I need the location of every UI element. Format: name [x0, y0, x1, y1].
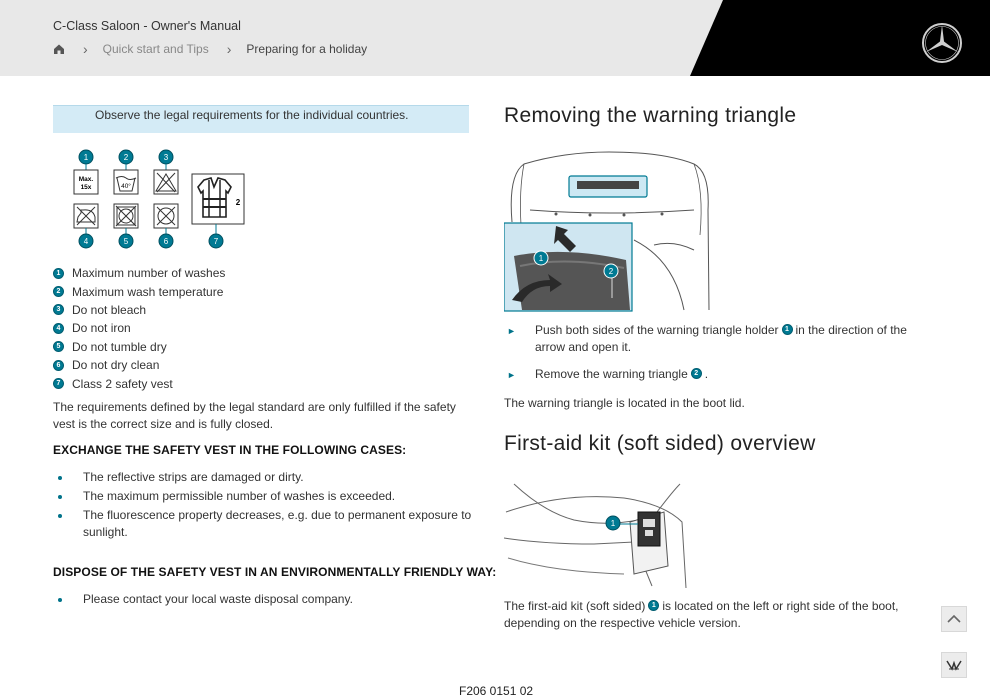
legend-item [53, 319, 225, 337]
svg-text:1: 1 [610, 519, 616, 528]
callout-number: 2 [53, 286, 64, 297]
legend-text: Do not bleach [72, 302, 147, 317]
svg-text:5: 5 [123, 237, 129, 246]
play-arrow-icon: ► [507, 326, 516, 336]
exchange-list [53, 469, 473, 543]
list-item: Please contact your local waste disposal company. [53, 591, 473, 608]
callout-number: 1 [53, 268, 64, 279]
svg-text:40°: 40° [121, 183, 131, 190]
exchange-heading: EXCHANGE THE SAFETY VEST IN THE FOLLOWING CASES: [53, 443, 407, 457]
dispose-heading: DISPOSE OF THE SAFETY VEST IN AN ENVIRONMENTALLY FRIENDLY WAY: [53, 565, 497, 579]
legend-item [53, 282, 225, 300]
svg-text:4: 4 [83, 237, 89, 246]
legal-notice [53, 105, 469, 133]
callout-1 [79, 150, 93, 164]
dispose-list [53, 591, 473, 610]
callout-number: 3 [53, 304, 64, 315]
callout-2 [119, 150, 133, 164]
no-bleach-symbol [154, 170, 178, 194]
callout-6 [159, 234, 173, 248]
breadcrumb-current: Preparing for a holiday [246, 42, 368, 56]
legend-item [53, 264, 225, 282]
removal-steps [504, 322, 914, 394]
callout-7 [209, 234, 223, 248]
safety-vest-class-symbol [192, 174, 244, 224]
callout-number: 1 [782, 324, 793, 335]
requirements-text: The requirements defined by the legal standard are only fulfilled if the safety vest is the correct size and is fully closed. [53, 400, 456, 431]
no-iron-symbol [74, 204, 98, 228]
triangle-location-text: The warning triangle is located in the boot lid. [504, 396, 745, 410]
svg-text:3: 3 [163, 153, 169, 162]
breadcrumb [53, 42, 367, 56]
callout-3 [159, 150, 173, 164]
breadcrumb-link-quick-start[interactable]: Quick start and Tips [102, 42, 209, 56]
legend-text: Maximum number of washes [72, 266, 226, 281]
max-washes-symbol [74, 170, 98, 194]
chevron-right-icon: › [83, 41, 88, 57]
legend-item [53, 374, 225, 392]
no-tumble-dry-symbol [114, 204, 138, 228]
warning-triangle-illustration [504, 150, 714, 312]
callout-2 [604, 264, 618, 278]
page-header [0, 0, 990, 76]
step-item: ► Remove the warning triangle 2 . [504, 366, 914, 384]
manual-title: C-Class Saloon - Owner's Manual [53, 19, 241, 33]
callout-number: 1 [648, 600, 659, 611]
maybach-logo-icon [945, 658, 963, 672]
home-icon[interactable] [53, 43, 65, 55]
svg-text:2: 2 [608, 267, 614, 276]
safety-vest-care-symbols [70, 147, 250, 252]
play-arrow-icon: ► [507, 370, 516, 380]
brand-menu-button[interactable] [941, 652, 967, 678]
callout-number: 2 [691, 368, 702, 379]
first-aid-location-text: The first-aid kit (soft sided) 1 is located on the left or right side of the boot, depending on the respective vehicle version. [504, 599, 899, 630]
callout-1 [534, 251, 548, 265]
chevron-right-icon: › [226, 41, 232, 57]
legend-text: Do not iron [72, 321, 131, 336]
list-item: The reflective strips are damaged or dirty. [53, 469, 473, 486]
svg-text:6: 6 [163, 237, 169, 246]
legend-item [53, 356, 225, 374]
scroll-to-top-button[interactable] [941, 606, 967, 632]
step-item: ► Push both sides of the warning triangle holder 1 in the direction of the arrow and open it. [504, 322, 914, 356]
list-item: The maximum permissible number of washes is exceeded. [53, 488, 473, 505]
no-dry-clean-symbol [154, 204, 178, 228]
legend-text: Class 2 safety vest [72, 376, 173, 391]
svg-text:7: 7 [213, 237, 219, 246]
mercedes-star-icon[interactable] [921, 22, 963, 64]
legend-item [53, 338, 225, 356]
svg-text:2: 2 [235, 198, 241, 207]
figure-id: F206 0151 02 [459, 684, 534, 698]
section-title-removing-triangle: Removing the warning triangle [504, 104, 797, 127]
first-aid-kit-illustration [504, 482, 690, 590]
legend-text: Maximum wash temperature [72, 284, 224, 299]
svg-text:15x: 15x [80, 184, 92, 191]
legend-text: Do not tumble dry [72, 339, 167, 354]
callout-4 [79, 234, 93, 248]
svg-text:1: 1 [83, 153, 89, 162]
legend-text: Do not dry clean [72, 358, 160, 373]
legal-notice-text: Observe the legal requirements for the individual countries. [95, 108, 409, 122]
callout-1 [606, 516, 620, 530]
callout-5 [119, 234, 133, 248]
svg-text:1: 1 [538, 254, 544, 263]
wash-temperature-symbol [114, 170, 138, 194]
callout-number: 7 [53, 378, 64, 389]
callout-number: 5 [53, 341, 64, 352]
svg-text:Max.: Max. [78, 176, 94, 183]
section-title-first-aid: First-aid kit (soft sided) overview [504, 432, 816, 455]
chevron-up-icon [946, 614, 962, 624]
callout-number: 6 [53, 360, 64, 371]
svg-text:2: 2 [123, 153, 129, 162]
list-item: The fluorescence property decreases, e.g. due to permanent exposure to sunlight. [53, 507, 473, 541]
symbol-legend [53, 264, 225, 393]
callout-number: 4 [53, 323, 64, 334]
legend-item [53, 301, 225, 319]
